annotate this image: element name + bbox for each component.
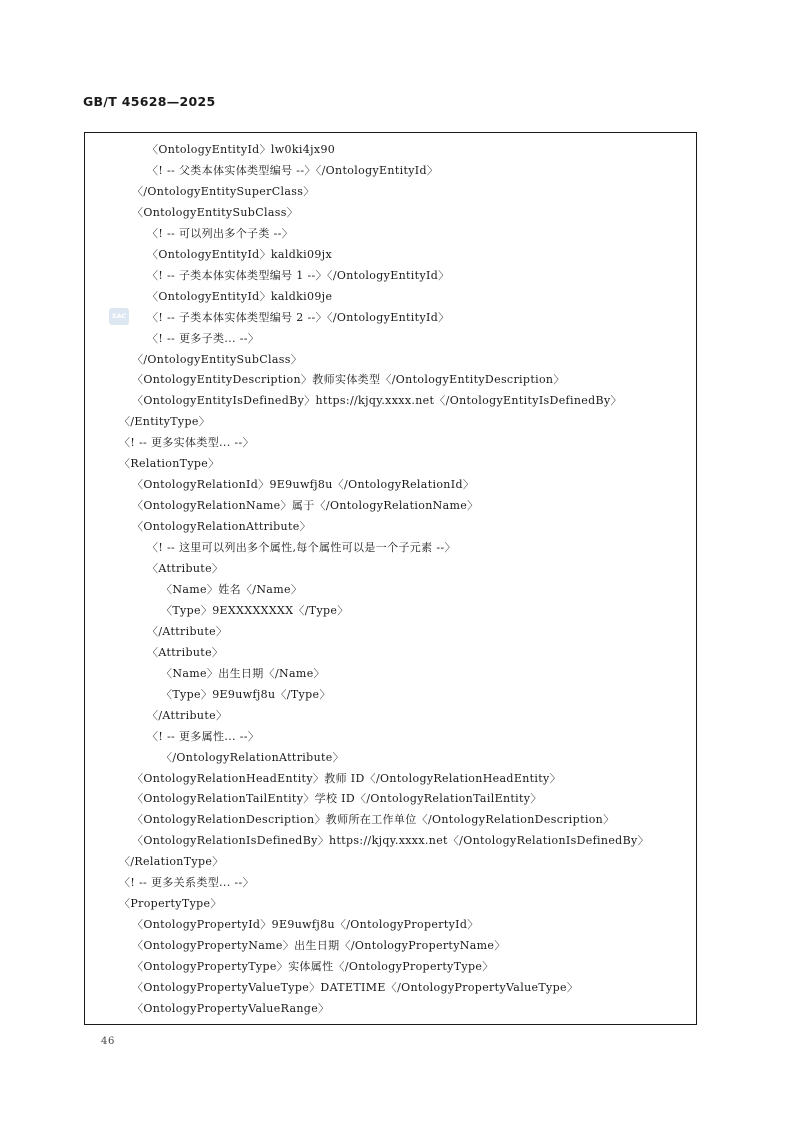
code-line: 〈! -- 这里可以列出多个属性,每个属性可以是一个子元素 --〉 [147,541,456,554]
code-line: 〈OntologyRelationName〉属于〈/OntologyRelationName〉 [132,499,479,513]
code-line: 〈OntologyRelationHeadEntity〉教师 ID〈/OntologyRelationHeadEntity〉 [132,771,561,785]
code-line: 〈OntologyPropertyValueType〉DATETIME〈/OntologyPropertyValueType〉 [132,981,579,994]
code-line: 〈! -- 更多实体类型... --〉 [119,436,254,450]
code-line: 〈! -- 可以列出多个子类 --〉 [147,226,294,240]
code-line: 〈/RelationType〉 [119,855,224,869]
code-line: 〈OntologyPropertyValueRange〉 [132,1001,330,1015]
page-number: 46 [101,1036,115,1047]
code-line: 〈Name〉姓名〈/Name〉 [161,583,303,596]
code-line: 〈! -- 子类本体实体类型编号 2 --〉〈/OntologyEntityId〉 [147,310,450,324]
code-line: 〈/Attribute〉 [147,708,228,722]
code-line: 〈OntologyEntityId〉kaldki09je [147,289,333,303]
document-header: GB/T 45628—2025 [83,94,216,109]
code-line: 〈! -- 子类本体实体类型编号 1 --〉〈/OntologyEntityId〉 [147,268,450,282]
sac-watermark-logo: SAC [109,308,129,325]
code-line: 〈PropertyType〉 [119,897,222,911]
code-line: 〈/EntityType〉 [119,415,211,429]
code-line: 〈OntologyRelationDescription〉教师所在工作单位〈/OntologyRelationDescription〉 [132,813,615,827]
code-listing-frame [84,132,697,1025]
code-line: 〈Name〉出生日期〈/Name〉 [161,666,325,680]
code-line: 〈OntologyRelationId〉9E9uwfj8u〈/OntologyRelationId〉 [132,478,475,492]
code-line: 〈Type〉9EXXXXXXXX〈/Type〉 [161,603,349,617]
code-line: 〈Attribute〉 [147,562,224,575]
code-line: 〈/OntologyEntitySuperClass〉 [132,184,315,198]
code-line: 〈OntologyRelationTailEntity〉学校 ID〈/OntologyRelationTailEntity〉 [132,792,542,806]
code-line: 〈OntologyEntityDescription〉教师实体类型〈/OntologyEntityDescription〉 [132,373,565,387]
code-line: 〈! -- 更多属性... --〉 [147,729,260,743]
code-line: 〈OntologyEntityIsDefinedBy〉https://kjqy.xxxx.net〈/OntologyEntityIsDefinedBy〉 [132,394,622,408]
code-line: 〈OntologyEntitySubClass〉 [132,205,299,219]
code-line: 〈OntologyEntityId〉kaldki09jx [147,247,332,261]
code-line: 〈/Attribute〉 [147,624,228,638]
code-line: 〈OntologyEntityId〉lw0ki4jx90 [147,143,336,156]
code-line: 〈! -- 更多关系类型... --〉 [119,876,254,890]
code-line: 〈RelationType〉 [119,457,220,471]
code-line: 〈/OntologyRelationAttribute〉 [161,750,344,764]
code-line: 〈! -- 更多子类... --〉 [147,331,260,345]
code-line: 〈OntologyPropertyType〉实体属性〈/OntologyPropertyType〉 [132,960,494,973]
code-line: 〈! -- 父类本体实体类型编号 --〉〈/OntologyEntityId〉 [147,163,439,177]
code-line: 〈OntologyPropertyId〉9E9uwfj8u〈/OntologyPropertyId〉 [132,918,479,932]
code-line: 〈/OntologyEntitySubClass〉 [132,352,303,366]
code-line: 〈OntologyRelationIsDefinedBy〉https://kjqy.xxxx.net〈/OntologyRelationIsDefinedBy〉 [132,834,649,848]
code-line: 〈Attribute〉 [147,645,224,659]
code-line: 〈OntologyPropertyName〉出生日期〈/OntologyPropertyName〉 [132,939,506,953]
code-line: 〈Type〉9E9uwfj8u〈/Type〉 [161,687,331,701]
code-line: 〈OntologyRelationAttribute〉 [132,520,311,534]
